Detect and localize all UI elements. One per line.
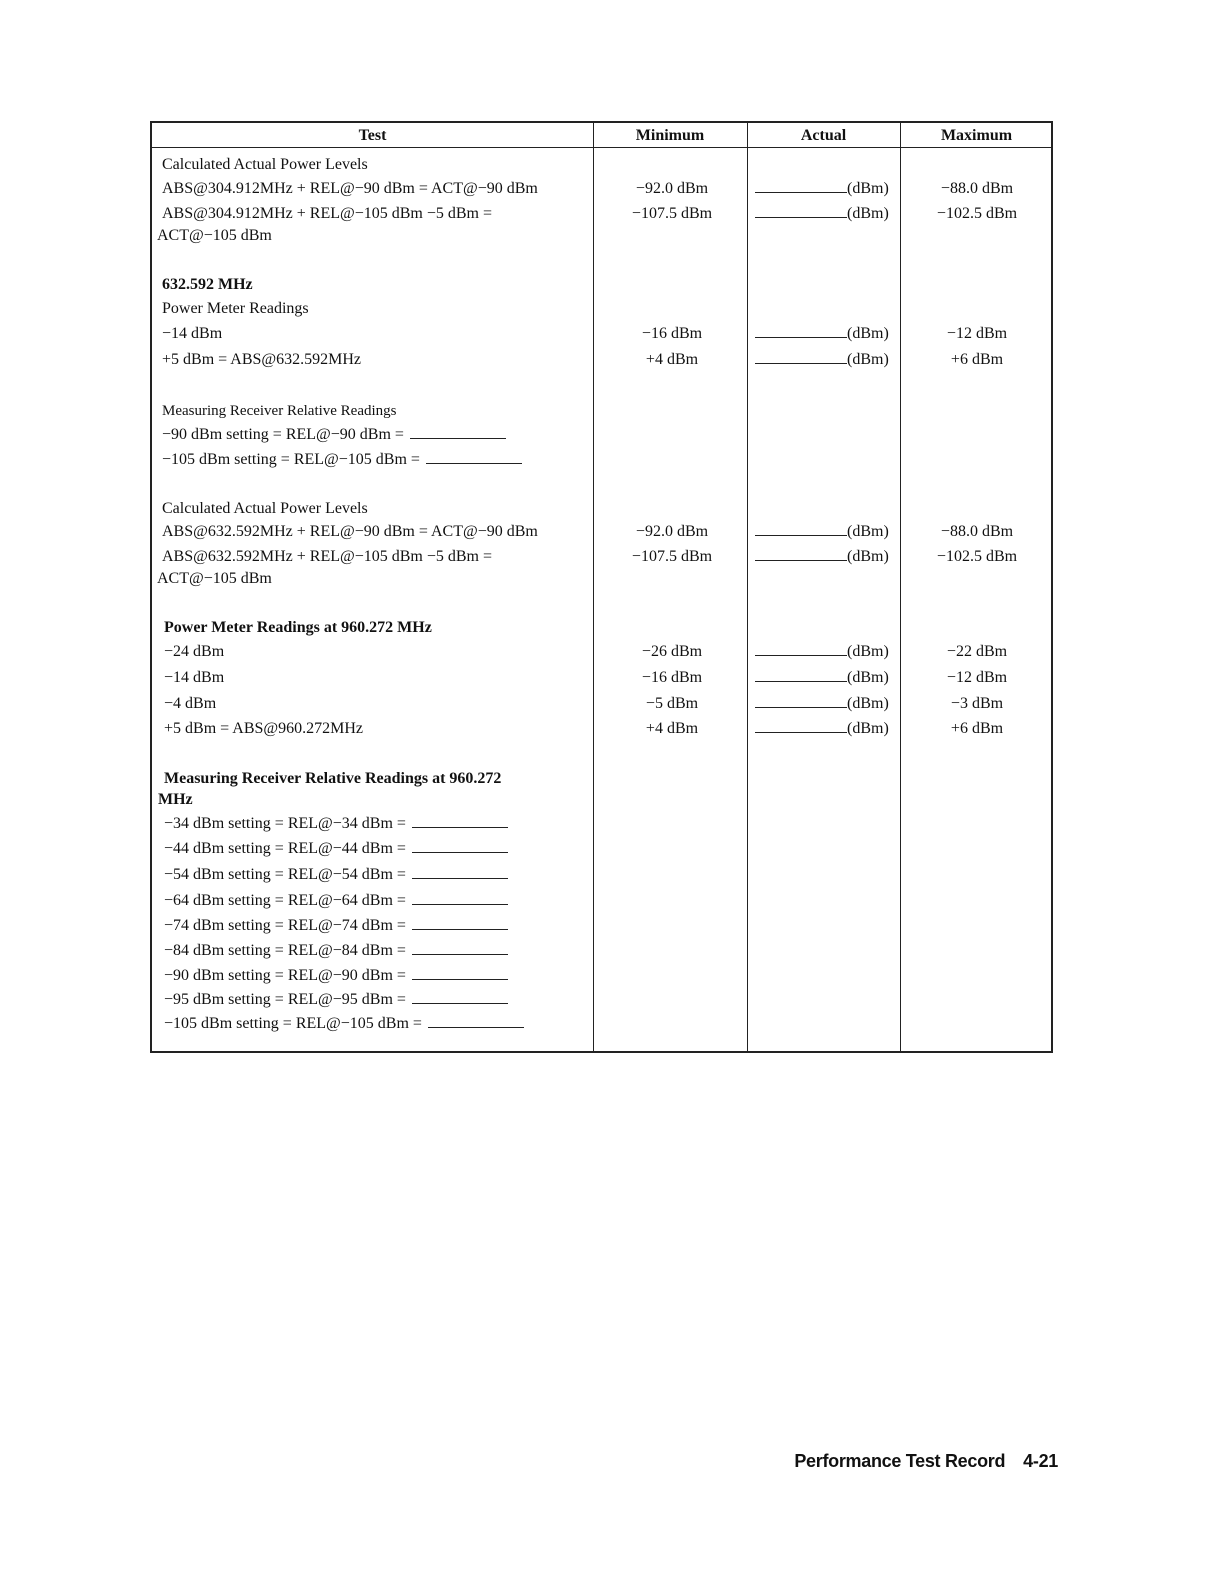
actual-blank[interactable]	[755, 178, 847, 193]
test-cell: −14 dBm	[162, 325, 223, 342]
maximum-cell: +6 dBm	[950, 351, 1004, 368]
setting-text: −105 dBm setting = REL@−105 dBm =	[164, 1015, 422, 1032]
minimum-cell: −16 dBm	[641, 325, 703, 342]
actual-blank[interactable]	[755, 323, 847, 338]
minimum-cell: −92.0 dBm	[635, 180, 709, 197]
minimum-cell: −107.5 dBm	[631, 205, 713, 222]
section-title: Calculated Actual Power Levels	[162, 500, 368, 517]
test-cell: ACT@−105 dBm	[157, 570, 272, 587]
unit-label: (dBm)	[847, 351, 889, 368]
section-heading	[152, 274, 1051, 296]
section-heading	[152, 498, 1051, 520]
setting-text: −34 dBm setting = REL@−34 dBm =	[164, 815, 406, 832]
actual-blank[interactable]	[755, 693, 847, 708]
actual-entry[interactable]	[755, 641, 897, 663]
section-title: MHz	[158, 791, 193, 808]
maximum-cell: −88.0 dBm	[940, 523, 1014, 540]
setting-blank[interactable]	[410, 424, 506, 439]
page-footer	[794, 1451, 1058, 1472]
section-title: Measuring Receiver Relative Readings at 960.272	[164, 770, 502, 787]
footer-title: Performance Test Record	[794, 1451, 1006, 1471]
actual-entry[interactable]	[755, 667, 897, 689]
header-actual: Actual	[800, 127, 847, 144]
actual-blank[interactable]	[755, 718, 847, 733]
unit-label: (dBm)	[847, 548, 889, 565]
setting-blank[interactable]	[412, 838, 508, 853]
section-title: Calculated Actual Power Levels	[162, 156, 368, 173]
table-row	[152, 521, 1051, 543]
setting-row	[152, 864, 1051, 886]
performance-test-table	[150, 121, 1053, 1053]
section-title: Power Meter Readings at 960.272 MHz	[164, 619, 432, 636]
unit-label: (dBm)	[847, 180, 889, 197]
setting-row	[152, 890, 1051, 912]
unit-label: (dBm)	[847, 669, 889, 686]
actual-blank[interactable]	[755, 521, 847, 536]
actual-entry[interactable]	[755, 521, 897, 543]
setting-row	[152, 449, 1051, 471]
test-cell: +5 dBm = ABS@632.592MHz	[162, 351, 362, 368]
setting-row	[152, 915, 1051, 937]
section-heading	[152, 298, 1051, 320]
minimum-cell: +4 dBm	[645, 351, 699, 368]
actual-entry[interactable]	[755, 693, 897, 715]
test-cell: ABS@304.912MHz + REL@−105 dBm −5 dBm =	[162, 205, 493, 222]
actual-entry[interactable]	[755, 203, 897, 225]
table-row-continuation	[152, 225, 1051, 247]
maximum-cell: −3 dBm	[950, 695, 1004, 712]
table-row	[152, 323, 1051, 345]
header-minimum: Minimum	[635, 127, 705, 144]
header-maximum: Maximum	[940, 127, 1013, 144]
setting-blank[interactable]	[412, 890, 508, 905]
section-heading	[152, 768, 1051, 790]
setting-row	[152, 424, 1051, 446]
minimum-cell: −16 dBm	[641, 669, 703, 686]
header-test: Test	[358, 127, 387, 144]
test-cell: ABS@632.592MHz + REL@−105 dBm −5 dBm =	[162, 548, 493, 565]
setting-text: −105 dBm setting = REL@−105 dBm =	[162, 451, 420, 468]
unit-label: (dBm)	[847, 643, 889, 660]
page-number: 4-21	[1023, 1451, 1058, 1471]
unit-label: (dBm)	[847, 695, 889, 712]
unit-label: (dBm)	[847, 325, 889, 342]
section-title: Measuring Receiver Relative Readings	[162, 403, 397, 419]
setting-text: −54 dBm setting = REL@−54 dBm =	[164, 866, 406, 883]
section-heading	[152, 617, 1051, 639]
section-heading-continuation	[152, 789, 1051, 811]
test-cell: −14 dBm	[164, 669, 225, 686]
test-cell: −4 dBm	[164, 695, 217, 712]
setting-blank[interactable]	[412, 965, 508, 980]
setting-blank[interactable]	[412, 864, 508, 879]
minimum-cell: −92.0 dBm	[635, 523, 709, 540]
setting-blank[interactable]	[412, 940, 508, 955]
setting-text: −90 dBm setting = REL@−90 dBm =	[162, 426, 404, 443]
setting-text: −44 dBm setting = REL@−44 dBm =	[164, 840, 406, 857]
setting-row	[152, 989, 1051, 1011]
unit-label: (dBm)	[847, 720, 889, 737]
table-row	[152, 349, 1051, 371]
minimum-cell: −26 dBm	[641, 643, 703, 660]
test-cell: ABS@632.592MHz + REL@−90 dBm = ACT@−90 dBm	[162, 523, 538, 540]
table-row	[152, 667, 1051, 689]
setting-row	[152, 813, 1051, 835]
actual-blank[interactable]	[755, 641, 847, 656]
table-row	[152, 203, 1051, 225]
test-cell: −24 dBm	[164, 643, 225, 660]
section-heading	[152, 154, 1051, 176]
test-cell: ABS@304.912MHz + REL@−90 dBm = ACT@−90 dBm	[162, 180, 538, 197]
header-divider	[152, 147, 1051, 148]
maximum-cell: −12 dBm	[946, 325, 1008, 342]
table-row	[152, 546, 1051, 568]
unit-label: (dBm)	[847, 523, 889, 540]
maximum-cell: −88.0 dBm	[940, 180, 1014, 197]
table-row	[152, 178, 1051, 200]
setting-row	[152, 1013, 1051, 1035]
unit-label: (dBm)	[847, 205, 889, 222]
setting-row	[152, 965, 1051, 987]
section-heading	[152, 400, 1051, 422]
maximum-cell: −22 dBm	[946, 643, 1008, 660]
setting-text: −84 dBm setting = REL@−84 dBm =	[164, 942, 406, 959]
frequency-title: 632.592 MHz	[162, 276, 253, 293]
section-title: Power Meter Readings	[162, 300, 309, 317]
setting-text: −95 dBm setting = REL@−95 dBm =	[164, 991, 406, 1008]
maximum-cell: −102.5 dBm	[936, 205, 1018, 222]
actual-entry[interactable]	[755, 323, 897, 345]
actual-blank[interactable]	[755, 667, 847, 682]
maximum-cell: −102.5 dBm	[936, 548, 1018, 565]
setting-row	[152, 940, 1051, 962]
table-row	[152, 641, 1051, 663]
actual-entry[interactable]	[755, 546, 897, 568]
setting-row	[152, 838, 1051, 860]
actual-blank[interactable]	[755, 203, 847, 218]
setting-text: −64 dBm setting = REL@−64 dBm =	[164, 892, 406, 909]
setting-blank[interactable]	[412, 915, 508, 930]
maximum-cell: −12 dBm	[946, 669, 1008, 686]
table-row	[152, 718, 1051, 740]
setting-blank[interactable]	[428, 1013, 524, 1028]
test-cell: +5 dBm = ABS@960.272MHz	[164, 720, 364, 737]
actual-entry[interactable]	[755, 349, 897, 371]
setting-blank[interactable]	[412, 989, 508, 1004]
setting-text: −74 dBm setting = REL@−74 dBm =	[164, 917, 406, 934]
setting-text: −90 dBm setting = REL@−90 dBm =	[164, 967, 406, 984]
maximum-cell: +6 dBm	[950, 720, 1004, 737]
actual-entry[interactable]	[755, 718, 897, 740]
test-cell: ACT@−105 dBm	[157, 227, 272, 244]
actual-entry[interactable]	[755, 178, 897, 200]
actual-blank[interactable]	[755, 546, 847, 561]
setting-blank[interactable]	[412, 813, 508, 828]
table-row-continuation	[152, 568, 1051, 590]
minimum-cell: +4 dBm	[645, 720, 699, 737]
table-row	[152, 693, 1051, 715]
actual-blank[interactable]	[755, 349, 847, 364]
setting-blank[interactable]	[426, 449, 522, 464]
minimum-cell: −107.5 dBm	[631, 548, 713, 565]
minimum-cell: −5 dBm	[645, 695, 699, 712]
